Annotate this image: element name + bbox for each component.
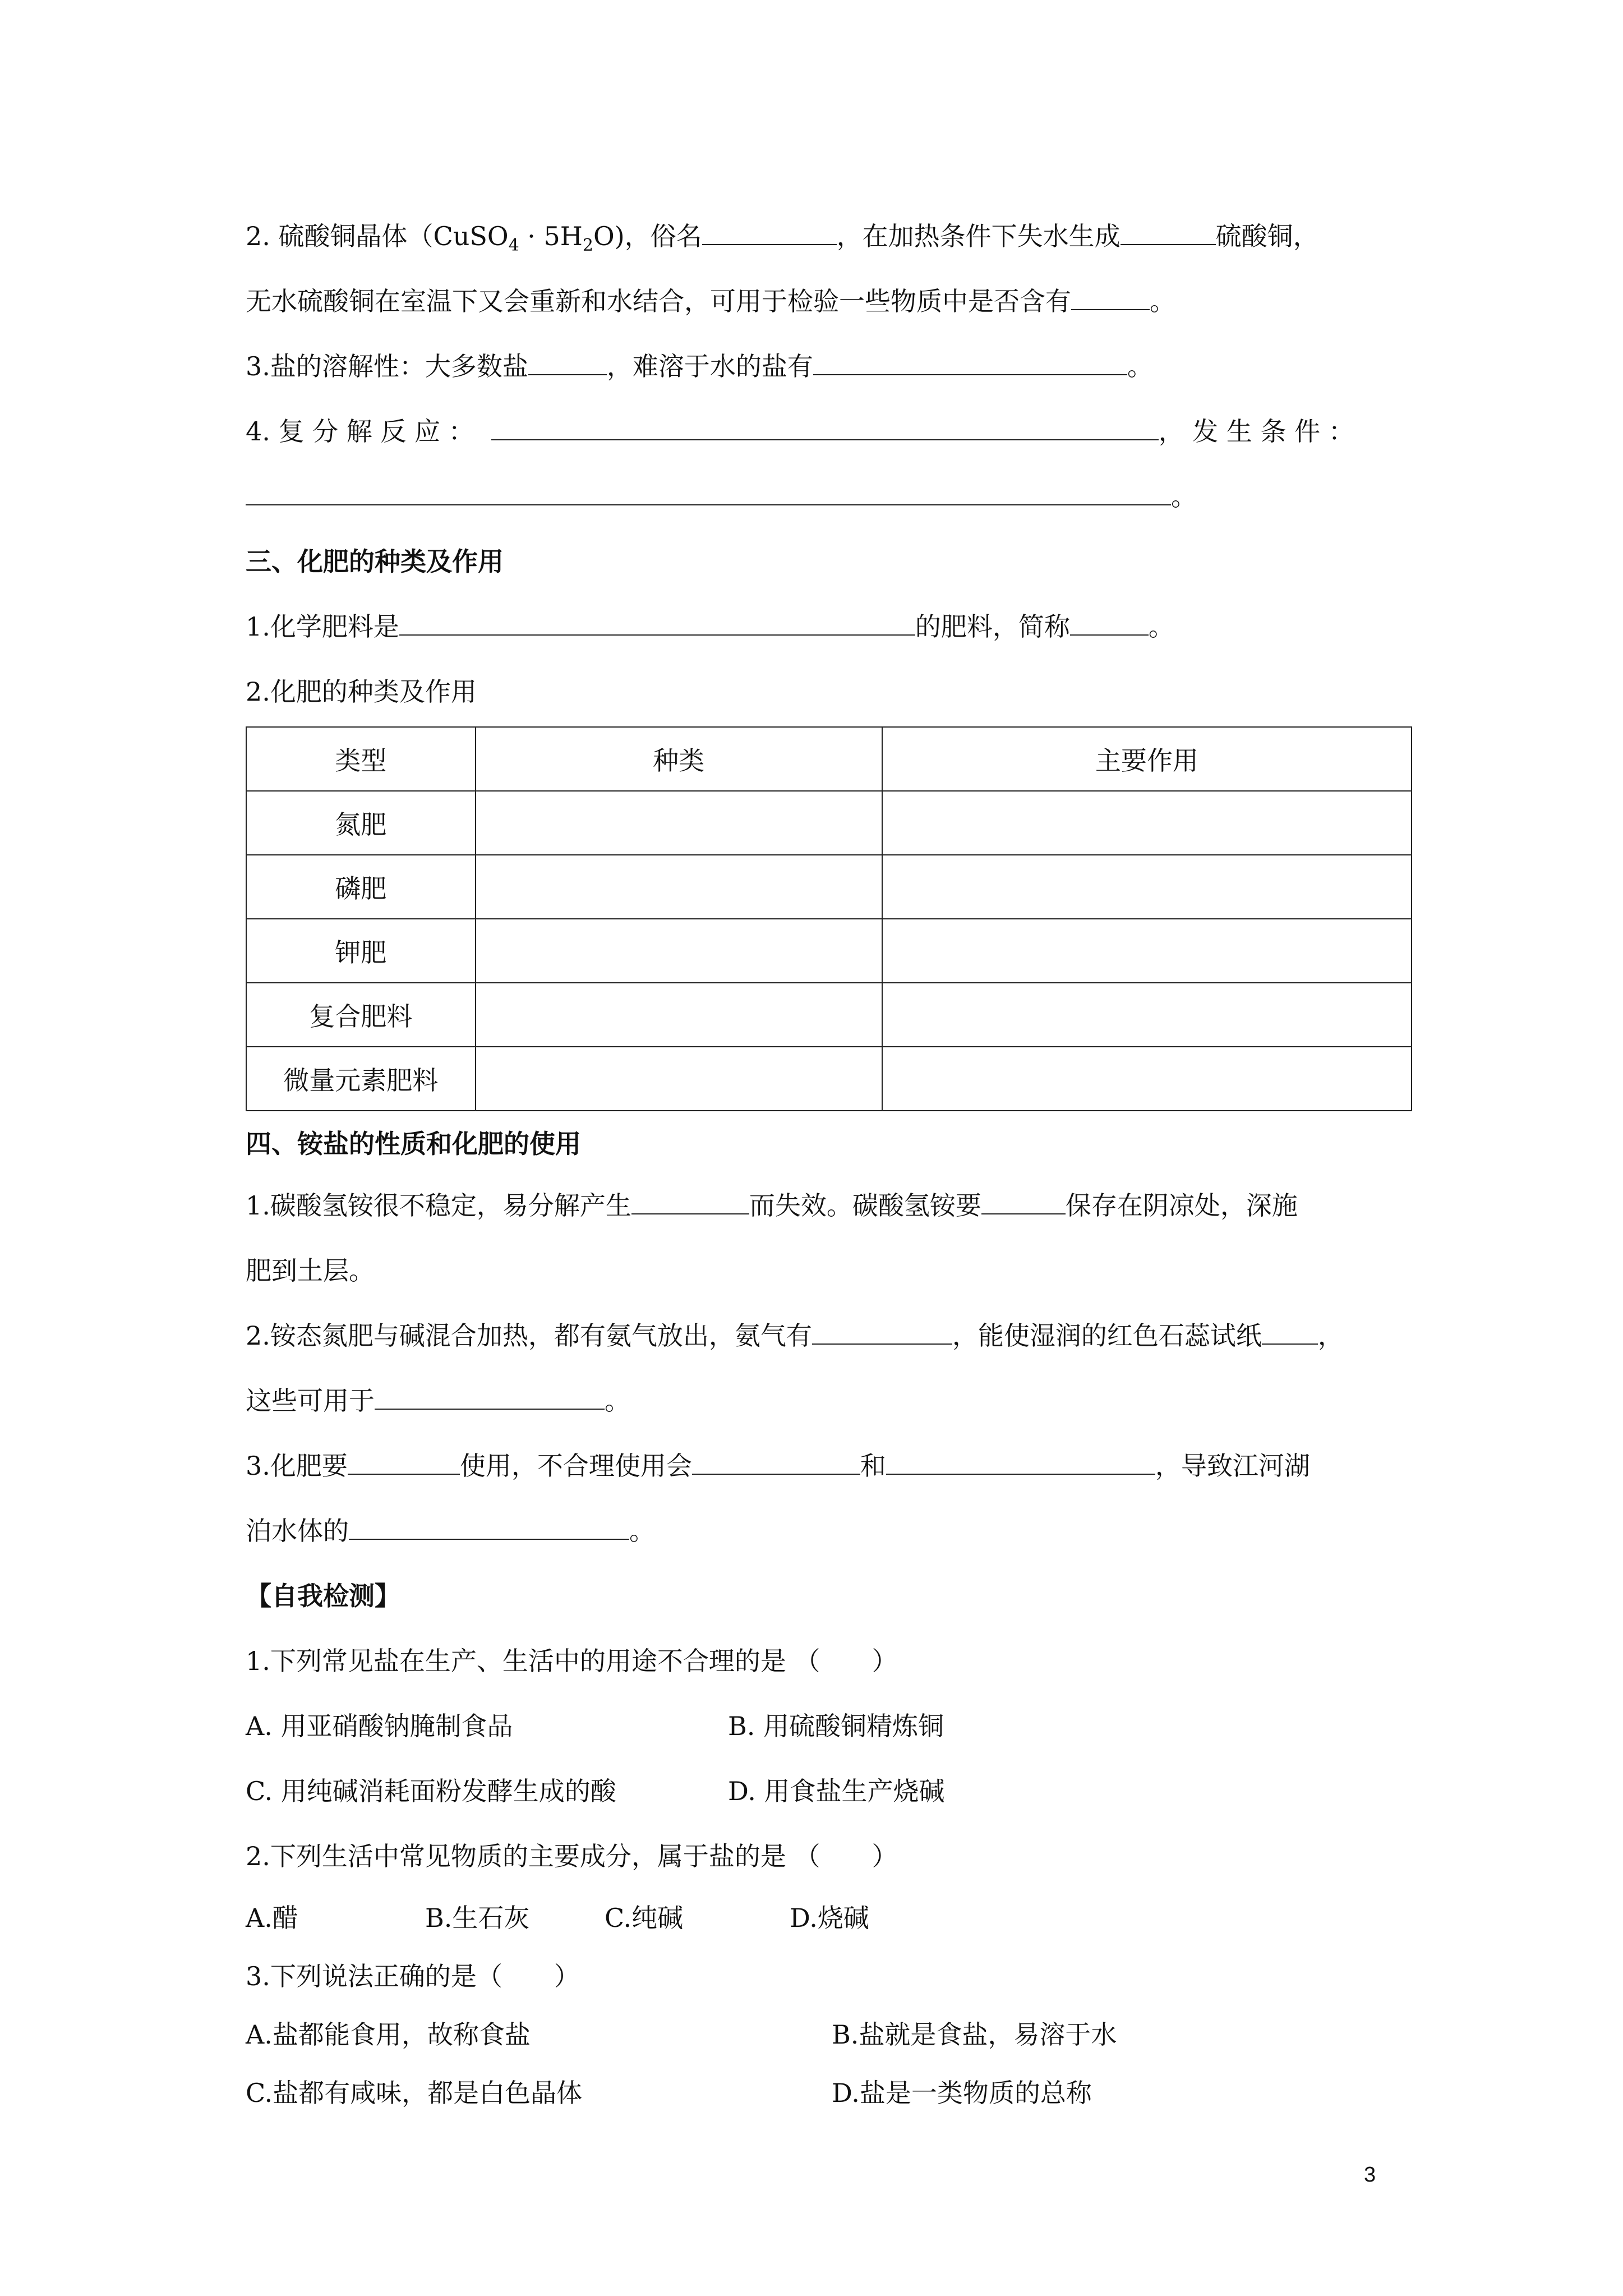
fill-blank[interactable] bbox=[528, 343, 607, 375]
option-b[interactable]: B.盐就是食盐，易溶于水 bbox=[832, 2019, 1117, 2050]
subscript: 4 bbox=[508, 236, 519, 256]
table-cell[interactable] bbox=[476, 919, 882, 983]
table-header: 类型 bbox=[246, 727, 476, 791]
table-cell[interactable] bbox=[882, 855, 1412, 919]
text: O)，俗名 bbox=[593, 221, 702, 251]
table-row bbox=[246, 855, 1412, 919]
row-label: 磷肥 bbox=[246, 855, 476, 919]
test-q1-options-row-2 bbox=[246, 1759, 1407, 1824]
table-cell[interactable] bbox=[476, 855, 882, 919]
table-cell[interactable] bbox=[476, 983, 882, 1047]
fill-blank[interactable] bbox=[246, 473, 1171, 505]
self-test-heading: 【自我检测】 bbox=[246, 1581, 400, 1611]
page-number: 3 bbox=[1364, 2163, 1376, 2187]
text: 和 bbox=[860, 1451, 886, 1481]
fill-blank[interactable] bbox=[349, 1507, 629, 1540]
text: 。 bbox=[629, 1516, 655, 1546]
table-cell[interactable] bbox=[882, 919, 1412, 983]
question-3 bbox=[246, 334, 1407, 399]
text: 保存在阴凉处，深施 bbox=[1065, 1190, 1298, 1221]
test-question-3: 3.下列说法正确的是（ ） bbox=[246, 1961, 580, 1991]
text: 硫酸铜， bbox=[1215, 221, 1319, 251]
fill-blank[interactable] bbox=[1262, 1312, 1318, 1345]
text: 这些可用于 bbox=[246, 1386, 375, 1416]
table-row bbox=[246, 983, 1412, 1047]
text: · 5H bbox=[519, 221, 583, 251]
test-q2-options bbox=[246, 1889, 1407, 1947]
fill-blank[interactable] bbox=[886, 1442, 1155, 1475]
option-b[interactable]: B.生石灰 bbox=[425, 1903, 530, 1933]
row-label: 钾肥 bbox=[246, 919, 476, 983]
test-question-1: 1.下列常见盐在生产、生活中的用途不合理的是 （ ） bbox=[246, 1646, 898, 1676]
text: 2. 硫酸铜晶体（CuSO bbox=[246, 221, 509, 251]
fill-blank[interactable] bbox=[813, 343, 1127, 375]
text: 而失效。碳酸氢铵要 bbox=[749, 1190, 981, 1221]
text: 1.化学肥料是 bbox=[246, 611, 399, 642]
s4-question-2-line-2 bbox=[246, 1368, 1407, 1433]
table-cell[interactable] bbox=[476, 791, 882, 855]
option-a[interactable]: A.醋 bbox=[246, 1903, 298, 1933]
table-cell[interactable] bbox=[476, 1047, 882, 1111]
s4-question-1-line-2: 肥到土层。 bbox=[246, 1255, 375, 1286]
fill-blank[interactable] bbox=[631, 1182, 749, 1214]
fill-blank[interactable] bbox=[981, 1182, 1066, 1214]
option-d[interactable]: D.烧碱 bbox=[790, 1903, 869, 1933]
table-cell[interactable] bbox=[882, 1047, 1412, 1111]
text: ， bbox=[1317, 1320, 1344, 1351]
option-b[interactable]: B. 用硫酸铜精炼铜 bbox=[728, 1711, 944, 1741]
s4-question-2-line-1 bbox=[246, 1303, 1407, 1368]
row-label: 微量元素肥料 bbox=[246, 1047, 476, 1111]
s4-question-3-line-1 bbox=[246, 1433, 1407, 1498]
table-header: 种类 bbox=[476, 727, 882, 791]
table-row bbox=[246, 919, 1412, 983]
fill-blank[interactable] bbox=[702, 213, 837, 245]
worksheet-page bbox=[246, 204, 1407, 2122]
table-row bbox=[246, 791, 1412, 855]
subscript: 2 bbox=[582, 236, 593, 256]
table-row bbox=[246, 1047, 1412, 1111]
text: ，在加热条件下失水生成 bbox=[836, 221, 1121, 251]
text: 的肥料，简称 bbox=[915, 611, 1070, 642]
test-question-2: 2.下列生活中常见物质的主要成分，属于盐的是 （ ） bbox=[246, 1841, 898, 1871]
s3-question-2: 2.化肥的种类及作用 bbox=[246, 677, 477, 707]
text: 4. 复 分 解 反 应 ： bbox=[246, 416, 474, 447]
question-4-line-2 bbox=[246, 464, 1407, 529]
text: 。 bbox=[1148, 611, 1174, 642]
text: 。 bbox=[1150, 286, 1175, 316]
test-q1-options-row-1 bbox=[246, 1694, 1407, 1759]
question-4-line-1 bbox=[246, 399, 1407, 464]
text: 3.化肥要 bbox=[246, 1451, 348, 1481]
s4-question-1-line-1 bbox=[246, 1173, 1407, 1238]
text: 1.碳酸氢铵很不稳定，易分解产生 bbox=[246, 1190, 631, 1221]
text: ， 发 生 条 件 ： bbox=[1158, 416, 1354, 447]
section-4-heading: 四、铵盐的性质和化肥的使用 bbox=[246, 1129, 581, 1159]
text: ，能使湿润的红色石蕊试纸 bbox=[952, 1320, 1262, 1351]
fill-blank[interactable] bbox=[1121, 213, 1216, 245]
table-cell[interactable] bbox=[882, 791, 1412, 855]
question-2-line-2 bbox=[246, 269, 1407, 334]
option-d[interactable]: D. 用食盐生产烧碱 bbox=[728, 1776, 945, 1806]
option-c[interactable]: C. 用纯碱消耗面粉发酵生成的酸 bbox=[246, 1776, 616, 1806]
fill-blank[interactable] bbox=[348, 1442, 460, 1475]
fill-blank[interactable] bbox=[812, 1312, 952, 1345]
option-c[interactable]: C.纯碱 bbox=[605, 1903, 684, 1933]
fill-blank[interactable] bbox=[1071, 278, 1150, 310]
option-c[interactable]: C.盐都有咸味，都是白色晶体 bbox=[246, 2078, 583, 2108]
section-3-heading: 三、化肥的种类及作用 bbox=[246, 546, 504, 577]
fill-blank[interactable] bbox=[1070, 603, 1149, 636]
text: 3.盐的溶解性：大多数盐 bbox=[246, 351, 528, 381]
text: 无水硫酸铜在室温下又会重新和水结合，可用于检验一些物质中是否含有 bbox=[246, 286, 1071, 316]
fill-blank[interactable] bbox=[692, 1442, 860, 1475]
text: ，难溶于水的盐有 bbox=[606, 351, 813, 381]
fill-blank[interactable] bbox=[491, 408, 1159, 440]
row-label: 复合肥料 bbox=[246, 983, 476, 1047]
option-d[interactable]: D.盐是一类物质的总称 bbox=[832, 2078, 1092, 2108]
table-header: 主要作用 bbox=[882, 727, 1412, 791]
test-q3-options-row-2 bbox=[246, 2064, 1407, 2122]
text: 。 bbox=[1171, 481, 1197, 512]
fertilizer-table bbox=[246, 726, 1412, 1111]
text: 。 bbox=[1127, 351, 1153, 381]
table-cell[interactable] bbox=[882, 983, 1412, 1047]
row-label: 氮肥 bbox=[246, 791, 476, 855]
test-q3-options-row-1 bbox=[246, 2005, 1407, 2064]
text: ，导致江河湖 bbox=[1155, 1451, 1310, 1481]
option-a[interactable]: A.盐都能食用，故称食盐 bbox=[246, 2019, 531, 2050]
s3-question-1 bbox=[246, 594, 1407, 659]
text: 2.铵态氮肥与碱混合加热，都有氨气放出，氨气有 bbox=[246, 1320, 812, 1351]
fill-blank[interactable] bbox=[399, 603, 915, 636]
table-header-row bbox=[246, 727, 1412, 791]
text: 。 bbox=[605, 1386, 630, 1416]
option-a[interactable]: A. 用亚硝酸钠腌制食品 bbox=[246, 1711, 513, 1741]
fill-blank[interactable] bbox=[375, 1377, 605, 1410]
text: 使用，不合理使用会 bbox=[459, 1451, 692, 1481]
s4-question-3-line-2 bbox=[246, 1498, 1407, 1563]
question-2-line-1 bbox=[246, 204, 1407, 269]
text: 泊水体的 bbox=[246, 1516, 349, 1546]
